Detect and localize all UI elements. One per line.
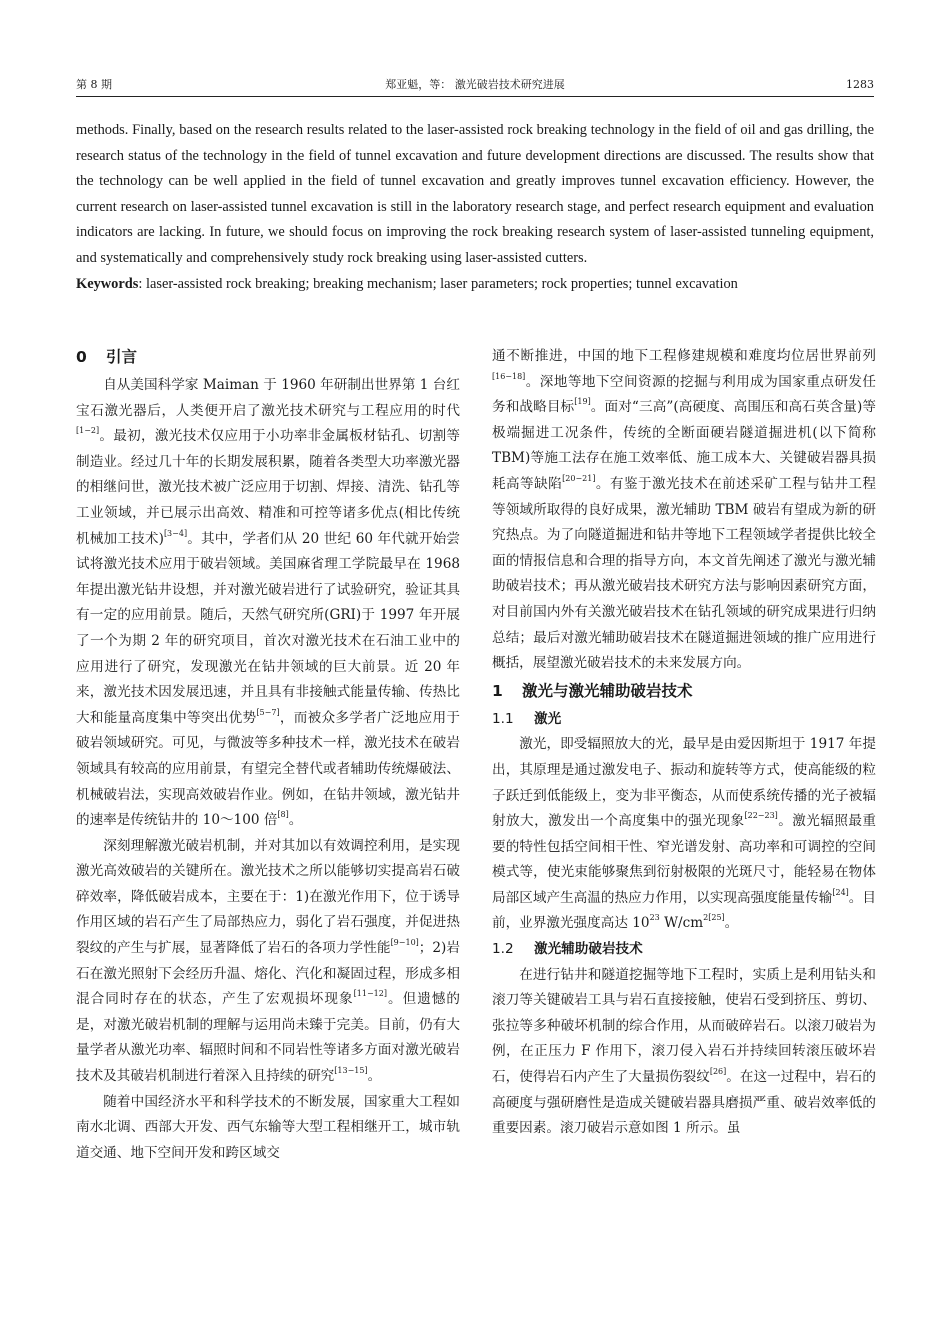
running-header xyxy=(76,74,874,97)
subsection-title: 激光 xyxy=(534,710,562,727)
issue-label: 第 8 期 xyxy=(76,78,112,91)
subsection-title: 激光辅助破岩技术 xyxy=(534,941,643,958)
page-number: 1283 xyxy=(846,78,874,91)
section-heading-intro xyxy=(76,345,460,370)
citation: [3−4] xyxy=(163,528,188,538)
citation: [20−21] xyxy=(562,473,596,483)
citation: [26] xyxy=(709,1066,727,1076)
subsection-number: 1.1 xyxy=(492,710,514,727)
paragraph: 随着中国经济水平和科学技术的不断发展，国家重大工程如南水北调、西部大开发、西气东输等大型工程相继开工，城市轨道交通、地下空间开发和跨区域交 xyxy=(76,1093,460,1161)
citation: [22−23] xyxy=(744,810,778,820)
citation: [9−10] xyxy=(390,937,419,947)
citation: [13−15] xyxy=(334,1065,368,1075)
keywords-label: Keywords xyxy=(76,275,139,292)
citation: [16−18] xyxy=(492,371,526,381)
section-title: 引言 xyxy=(106,348,138,366)
section-title: 激光与激光辅助破岩技术 xyxy=(522,681,693,700)
subsection-heading-1-2 xyxy=(492,937,876,963)
citation: [25] xyxy=(708,913,725,923)
citation: [5−7] xyxy=(256,707,280,717)
paragraph: 深刻理解激光破岩机制，并对其加以有效调控利用，是实现激光高效破岩的关键所在。激光技术之所以能够切实提高岩石破碎效率，降低破岩成本，主要在于：1)在激光作用下，位于诱导作用区域的岩石产生了局部热应力，弱化了岩石强度，并促进热裂纹的产生与扩展，显著降低了岩石的各项力学性能[9−10]；2)岩石在激光照射下会经历升温、熔化、汽化和凝固过程，形成多相混合同时存在的状态，产生了宏观损坏现象[11−12]。但遗憾的是，对激光破岩机制的理解与运用尚未臻于完美。目前，仍有大量学者从激光功率、辐照时间和不同岩性等诸多方面对激光破岩技术及其破岩机制进行着深入且持续的研究[13−15]。 xyxy=(76,837,461,1085)
subsection-number: 1.2 xyxy=(492,941,514,958)
section-number: 1 xyxy=(492,681,503,700)
paragraph: 在进行钻井和隧道挖掘等地下工程时，实质上是利用钻头和滚刀等关键破岩工具与岩石直接接触，使岩石受到挤压、剪切、张拉等多种破坏机制的综合作用，从而破碎岩石。以滚刀破岩为例，在正压力 F 作用下，滚刀侵入岩石并持续回转滚压破坏岩石，使得岩石内产生了大量损伤裂纹[26]。在这一过程中，岩石的高硬度与强研磨性是造成关键破岩器具磨损严重、破岩效率低的重要因素。滚刀破岩示意如图 1 所示。虽 xyxy=(492,966,877,1137)
abstract-text: methods. Finally, based on the research results related to the laser-assisted rock breaking technology in the field of oil and gas drilling, the research status of the technology in the field of tunnel excavation and future development directions are discussed. The results show that the technology can be well applied in the field of tunnel excavation and greatly improves tunnel excavation efficiency. However, the current research on laser-assisted tunnel excavation is still in the laboratory research stage, and perfect research equipment and evaluation indicators are lacking. In future, we should focus on improving the rock breaking research system of laser-assisted tunneling equipment, and systematically and comprehensively study rock breaking using laser-assisted cutters. xyxy=(76,122,874,266)
section-number: 0 xyxy=(76,348,87,366)
citation: [11−12] xyxy=(353,989,387,999)
running-title: 郑亚魁，等： 激光破岩技术研究进展 xyxy=(385,78,565,91)
keywords-line xyxy=(76,272,874,298)
subsection-heading-1-1 xyxy=(492,707,876,733)
left-column xyxy=(76,343,460,1166)
paragraph: 自从美国科学家 Maiman 于 1960 年研制出世界第 1 台红宝石激光器后，人类便开启了激光技术研究与工程应用的时代[1−2]。最初，激光技术仅应用于小功率非金属板材钻孔、切割等制造业。经过几十年的长期发展积累，随着各类型大功率激光器的相继问世，激光技术被广泛应用于切割、焊接、清洗、钻孔等工业领域，并已展示出高效、精准和可控等诸多优点(相比传统机械加工技术)[3−4]。其中，学者们从 20 世纪 60 年代就开始尝试将激光技术应用于破岩领域。美国麻省理工学院最早在 1968 年提出激光钻井设想，并对激光破岩进行了试验研究，验证其具有一定的应用前景。随后，天然气研究所(GRI)于 1997 年开展了一个为期 2 年的研究项目，首次对激光技术在石油工业中的应用进行了研究，发现激光在钻井领域的巨大前景。近 20 年来，激光技术因发展迅速，并且具有非接触式能量传输、传热比大和能量高度集中等突出优势[5−7]，而被众多学者广泛地应用于破岩领域研究。可见，与微波等多种技术一样，激光技术在破岩领域具有较高的应用前景，有望完全替代或者辅助传统爆破法、机械破岩法，实现高效破岩作业。例如，在钻井领域，激光钻井的速率是传统钻井的 10～100 倍[8]。 xyxy=(76,377,460,829)
keywords-text: : laser-assisted rock breaking; breaking mechanism; laser parameters; rock properties; tunnel excavation xyxy=(138,275,738,292)
paragraph: 激光，即受辐照放大的光，最早是由爱因斯坦于 1917 年提出，其原理是通过激发电子、振动和旋转等方式，使高能级的粒子跃迁到低能级上，变为非平衡态，从而使系统传播的光子被辐射放大，激发出一个高度集中的强光现象[22−23]。激光辐照最重要的特性包括空间相干性、窄光谱发射、高功率和可调控的空间模式等，使光束能够聚焦到衍射极限的光斑尺寸，能轻易在物体局部区域产生高温的热应力作用，以实现高强度能量传输[24]。目前，业界激光强度高达 $10^{23}$ $W/cm^{2[25]}$。 xyxy=(492,736,877,932)
citation: [8] xyxy=(277,809,289,819)
abstract-block xyxy=(76,118,874,297)
citation: [24] xyxy=(832,887,849,897)
section-heading-1 xyxy=(492,679,876,704)
citation: [1−2] xyxy=(76,426,100,435)
citation: [19] xyxy=(574,397,591,406)
exponent: 2 xyxy=(703,913,709,923)
right-column xyxy=(492,344,876,1142)
paragraph: 通不断推进，中国的地下工程修建规模和难度均位居世界前列[16−18]。深地等地下空间资源的挖掘与利用成为国家重点研发任务和战略目标[19]。面对“三高”(高硬度、高围压和高石英含量)等极端掘进工况条件，传统的全断面硬岩隧道掘进机(以下简称 TBM)等施工法存在施工效率低、施工成本大、关键破岩器具损耗高等缺陷[20−21]。有鉴于激光技术在前述采矿工程与钻井工程等领域所取得的良好成果，激光辅助 TBM 破岩有望成为新的研究热点。为了向隧道掘进和钻井等地下工程领域学者提供比较全面的情报信息和合理的指导方向，本文首先阐述了激光与激光辅助破岩技术；再从激光破岩技术研究方法与影响因素研究方面，对目前国内外有关激光破岩技术在钻孔领域的研究成果进行归纳总结；最后对激光辅助破岩技术在隧道掘进领域的推广应用进行概括，展望激光破岩技术的未来发展方向。 xyxy=(492,348,877,672)
exponent: 23 xyxy=(649,913,660,923)
